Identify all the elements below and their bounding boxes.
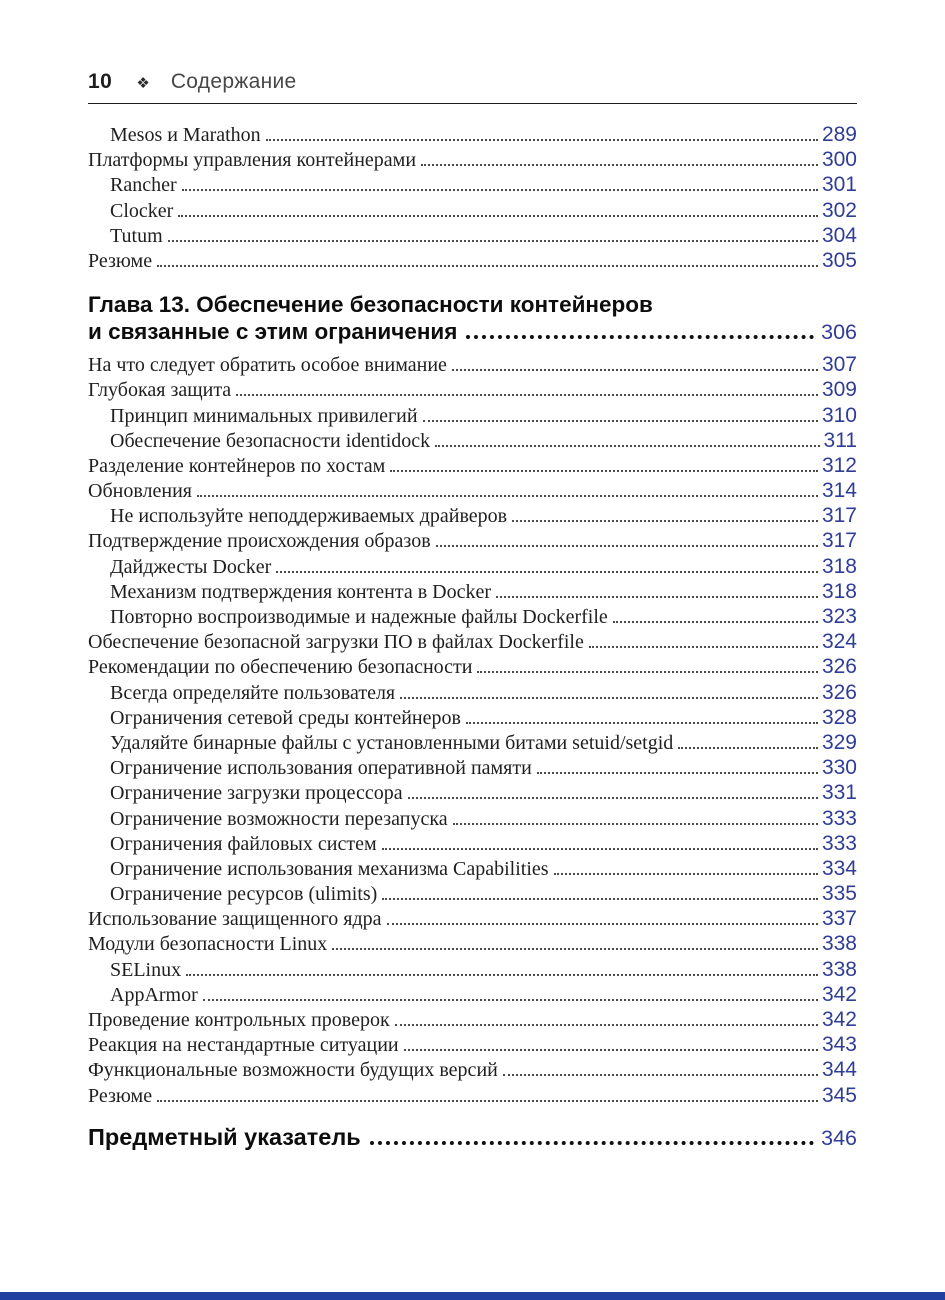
toc-entry-page-number: 342 <box>821 982 857 1006</box>
toc-entry-page-number: 318 <box>821 579 857 603</box>
toc-entry-row <box>88 681 857 706</box>
toc-entry-page-number: 324 <box>821 630 857 654</box>
toc-entry-row <box>88 479 857 504</box>
dot-leader <box>503 1074 818 1076</box>
chapter-page-number: 306 <box>821 320 857 345</box>
toc-entry-page-number: 326 <box>821 680 857 704</box>
toc-entry-label: Разделение контейнеров по хостам <box>88 454 386 477</box>
toc-entry-row <box>88 882 857 907</box>
toc-entry-page-number: 309 <box>821 378 857 402</box>
toc-entry-row <box>88 148 857 173</box>
toc-entry-row <box>88 353 857 378</box>
dot-leader <box>435 445 819 447</box>
toc-entry-page-number: 331 <box>821 781 857 805</box>
toc-entry-label: Платформы управления контейнерами <box>88 149 417 172</box>
toc-entry-label: Обновления <box>88 480 192 503</box>
chapter-heading <box>88 291 857 347</box>
toc-entry-row <box>88 932 857 957</box>
toc-entry-row <box>88 857 857 882</box>
toc-entry-label: Подтверждение происхождения образов <box>88 530 431 553</box>
toc-entry-page-number: 318 <box>821 554 857 578</box>
toc-entry-label: Реакция на нестандартные ситуации <box>88 1034 399 1057</box>
toc-entry-row <box>88 731 857 756</box>
folio-page-number: 10 <box>88 70 113 93</box>
toc-entry-row <box>88 529 857 554</box>
dot-leader <box>276 571 818 573</box>
dot-leader <box>537 772 818 774</box>
toc-entry-label: Ограничение ресурсов (ulimits) <box>110 883 378 906</box>
toc-entry-page-number: 335 <box>821 882 857 906</box>
toc-entry-label: Обеспечение безопасной загрузки ПО в файлах Dockerfile <box>88 631 584 654</box>
toc-entry-row <box>88 123 857 148</box>
diamond-separator-icon: ❖ <box>136 74 150 92</box>
dot-leader <box>178 215 818 217</box>
toc-entry-label: Дайджесты Docker <box>110 555 272 578</box>
dot-leader <box>395 1024 818 1026</box>
dot-leader <box>466 722 818 724</box>
toc-entry-page-number: 305 <box>821 248 857 272</box>
toc-entry-page-number: 333 <box>821 831 857 855</box>
toc-entry-label: Всегда определяйте пользователя <box>110 681 396 704</box>
toc-entry-label: Ограничение использования оперативной памяти <box>110 757 532 780</box>
toc-entry-page-number: 328 <box>821 705 857 729</box>
toc-entry-label: Рекомендации по обеспечению безопасности <box>88 656 473 679</box>
toc-entry-row <box>88 807 857 832</box>
toc-entry-page-number: 345 <box>821 1083 857 1107</box>
toc-entry-row <box>88 983 857 1008</box>
toc-entry-page-number: 301 <box>821 173 857 197</box>
dot-leader-bold <box>370 1141 814 1145</box>
toc-entry-row <box>88 173 857 198</box>
dot-leader <box>400 697 818 699</box>
index-heading-label: Предметный указатель <box>88 1123 361 1150</box>
index-heading-row <box>88 1124 857 1156</box>
dot-leader-bold <box>466 335 814 339</box>
toc-entry-page-number: 342 <box>821 1008 857 1031</box>
toc-entry-label: Не используйте неподдерживаемых драйверов <box>110 505 508 528</box>
toc-entry-label: Функциональные возможности будущих версий <box>88 1059 498 1082</box>
dot-leader <box>168 240 818 242</box>
toc-entry-page-number: 329 <box>821 730 857 754</box>
toc-entry-label: Ограничение возможности перезапуска <box>110 807 448 830</box>
dot-leader <box>589 646 818 648</box>
toc-entry-page-number: 317 <box>821 504 857 528</box>
toc-entry-page-number: 333 <box>821 806 857 830</box>
toc-entry-row <box>88 958 857 983</box>
toc-entry-label: Резюме <box>88 1084 153 1107</box>
toc-entry-row <box>88 580 857 605</box>
dot-leader <box>554 873 818 875</box>
dot-leader <box>186 974 818 976</box>
toc-entry-page-number: 338 <box>821 957 857 981</box>
toc-entry-page-number: 343 <box>821 1033 857 1057</box>
toc-entry-label: AppArmor <box>110 983 198 1006</box>
toc-entry-page-number: 317 <box>821 529 857 553</box>
toc-entry-page-number: 338 <box>821 932 857 956</box>
dot-leader <box>452 369 818 371</box>
toc-entry-row <box>88 832 857 857</box>
toc-entry-page-number: 289 <box>821 123 857 146</box>
toc-entry-row <box>88 1058 857 1083</box>
toc-entry-label: Ограничения сетевой среды контейнеров <box>110 706 461 729</box>
dot-leader <box>678 747 818 749</box>
dot-leader <box>387 923 818 925</box>
toc-entry-row <box>88 630 857 655</box>
dot-leader <box>408 797 818 799</box>
toc-entry-label: Модули безопасности Linux <box>88 933 328 956</box>
toc-entry-row <box>88 555 857 580</box>
toc-entry-page-number: 310 <box>821 403 857 427</box>
dot-leader <box>421 164 818 166</box>
toc-entry-page-number: 337 <box>821 907 857 931</box>
toc-entry-label: Использование защищенного ядра <box>88 908 382 931</box>
toc-entry-label: Ограничение использования механизма Capabilities <box>110 857 549 880</box>
toc-entry-page-number: 304 <box>821 223 857 247</box>
dot-leader <box>203 999 818 1001</box>
index-page-number: 346 <box>821 1125 857 1150</box>
chapter-title-row <box>88 319 857 347</box>
toc-entry-page-number: 311 <box>823 428 857 452</box>
toc-entry-row <box>88 404 857 429</box>
toc-entry-row <box>88 1033 857 1058</box>
dot-leader <box>436 545 818 547</box>
toc-entry-label: Mesos и Marathon <box>110 124 261 146</box>
dot-leader <box>477 671 817 673</box>
toc-entry-label: Принцип минимальных привилегий <box>110 404 418 427</box>
toc-list <box>88 123 857 1156</box>
toc-entry-label: SELinux <box>110 958 182 981</box>
dot-leader <box>182 189 818 191</box>
toc-entry-row <box>88 454 857 479</box>
toc-entry-label: Ограничения файловых систем <box>110 832 377 855</box>
toc-entry-page-number: 312 <box>821 453 857 477</box>
toc-entry-row <box>88 781 857 806</box>
dot-leader <box>382 848 818 850</box>
toc-entry-page-number: 334 <box>821 856 857 880</box>
toc-entry-page-number: 307 <box>821 353 857 377</box>
chapter-title-line2: и связанные с этим ограничения <box>88 319 458 345</box>
toc-entry-row <box>88 907 857 932</box>
toc-entry-label: Резюме <box>88 249 153 272</box>
dot-leader <box>332 948 818 950</box>
dot-leader <box>496 596 818 598</box>
toc-entry-label: Rancher <box>110 174 177 197</box>
dot-leader <box>512 520 818 522</box>
bottom-accent-bar <box>0 1292 945 1300</box>
dot-leader <box>157 1100 818 1102</box>
dot-leader <box>390 470 818 472</box>
running-title: Содержание <box>170 70 297 93</box>
toc-entry-row <box>88 605 857 630</box>
toc-entry-label: Tutum <box>110 224 163 247</box>
toc-page <box>88 0 857 1156</box>
toc-entry-row <box>88 378 857 403</box>
running-header <box>88 70 857 104</box>
toc-entry-row <box>88 1008 857 1033</box>
dot-leader <box>382 898 818 900</box>
toc-entry-row <box>88 1084 857 1109</box>
toc-entry-page-number: 326 <box>821 655 857 679</box>
toc-entry-label: На что следует обратить особое внимание <box>88 354 447 377</box>
toc-entry-label: Глубокая защита <box>88 379 232 402</box>
toc-entry-row <box>88 756 857 781</box>
dot-leader <box>266 139 818 141</box>
toc-entry-page-number: 300 <box>821 148 857 172</box>
dot-leader <box>197 495 818 497</box>
toc-entry-row <box>88 199 857 224</box>
toc-entry-row <box>88 504 857 529</box>
toc-entry-page-number: 314 <box>821 479 857 503</box>
toc-entry-row <box>88 249 857 274</box>
toc-entry-row <box>88 224 857 249</box>
chapter-title-line1: Глава 13. Обеспечение безопасности контейнеров <box>88 292 653 318</box>
toc-entry-label: Механизм подтверждения контента в Docker <box>110 580 492 603</box>
toc-entry-page-number: 344 <box>821 1058 857 1082</box>
toc-entry-row <box>88 429 857 454</box>
toc-entry-row <box>88 706 857 731</box>
toc-entry-label: Удаляйте бинарные файлы с установленными битами setuid/setgid <box>110 731 674 754</box>
toc-entry-page-number: 302 <box>821 198 857 222</box>
toc-entry-label: Ограничение загрузки процессора <box>110 782 403 805</box>
dot-leader <box>423 420 818 422</box>
dot-leader <box>404 1049 818 1051</box>
toc-entry-label: Проведение контрольных проверок <box>88 1009 390 1031</box>
toc-entry-row <box>88 655 857 680</box>
toc-entry-label: Повторно воспроизводимые и надежные файлы Dockerfile <box>110 606 608 628</box>
dot-leader <box>157 265 818 267</box>
toc-entry-label: Clocker <box>110 199 174 222</box>
toc-entry-page-number: 323 <box>821 605 857 628</box>
dot-leader <box>236 394 818 396</box>
dot-leader <box>453 823 818 825</box>
toc-entry-label: Обеспечение безопасности identidock <box>110 429 431 452</box>
dot-leader <box>613 621 818 623</box>
toc-entry-page-number: 330 <box>821 756 857 780</box>
